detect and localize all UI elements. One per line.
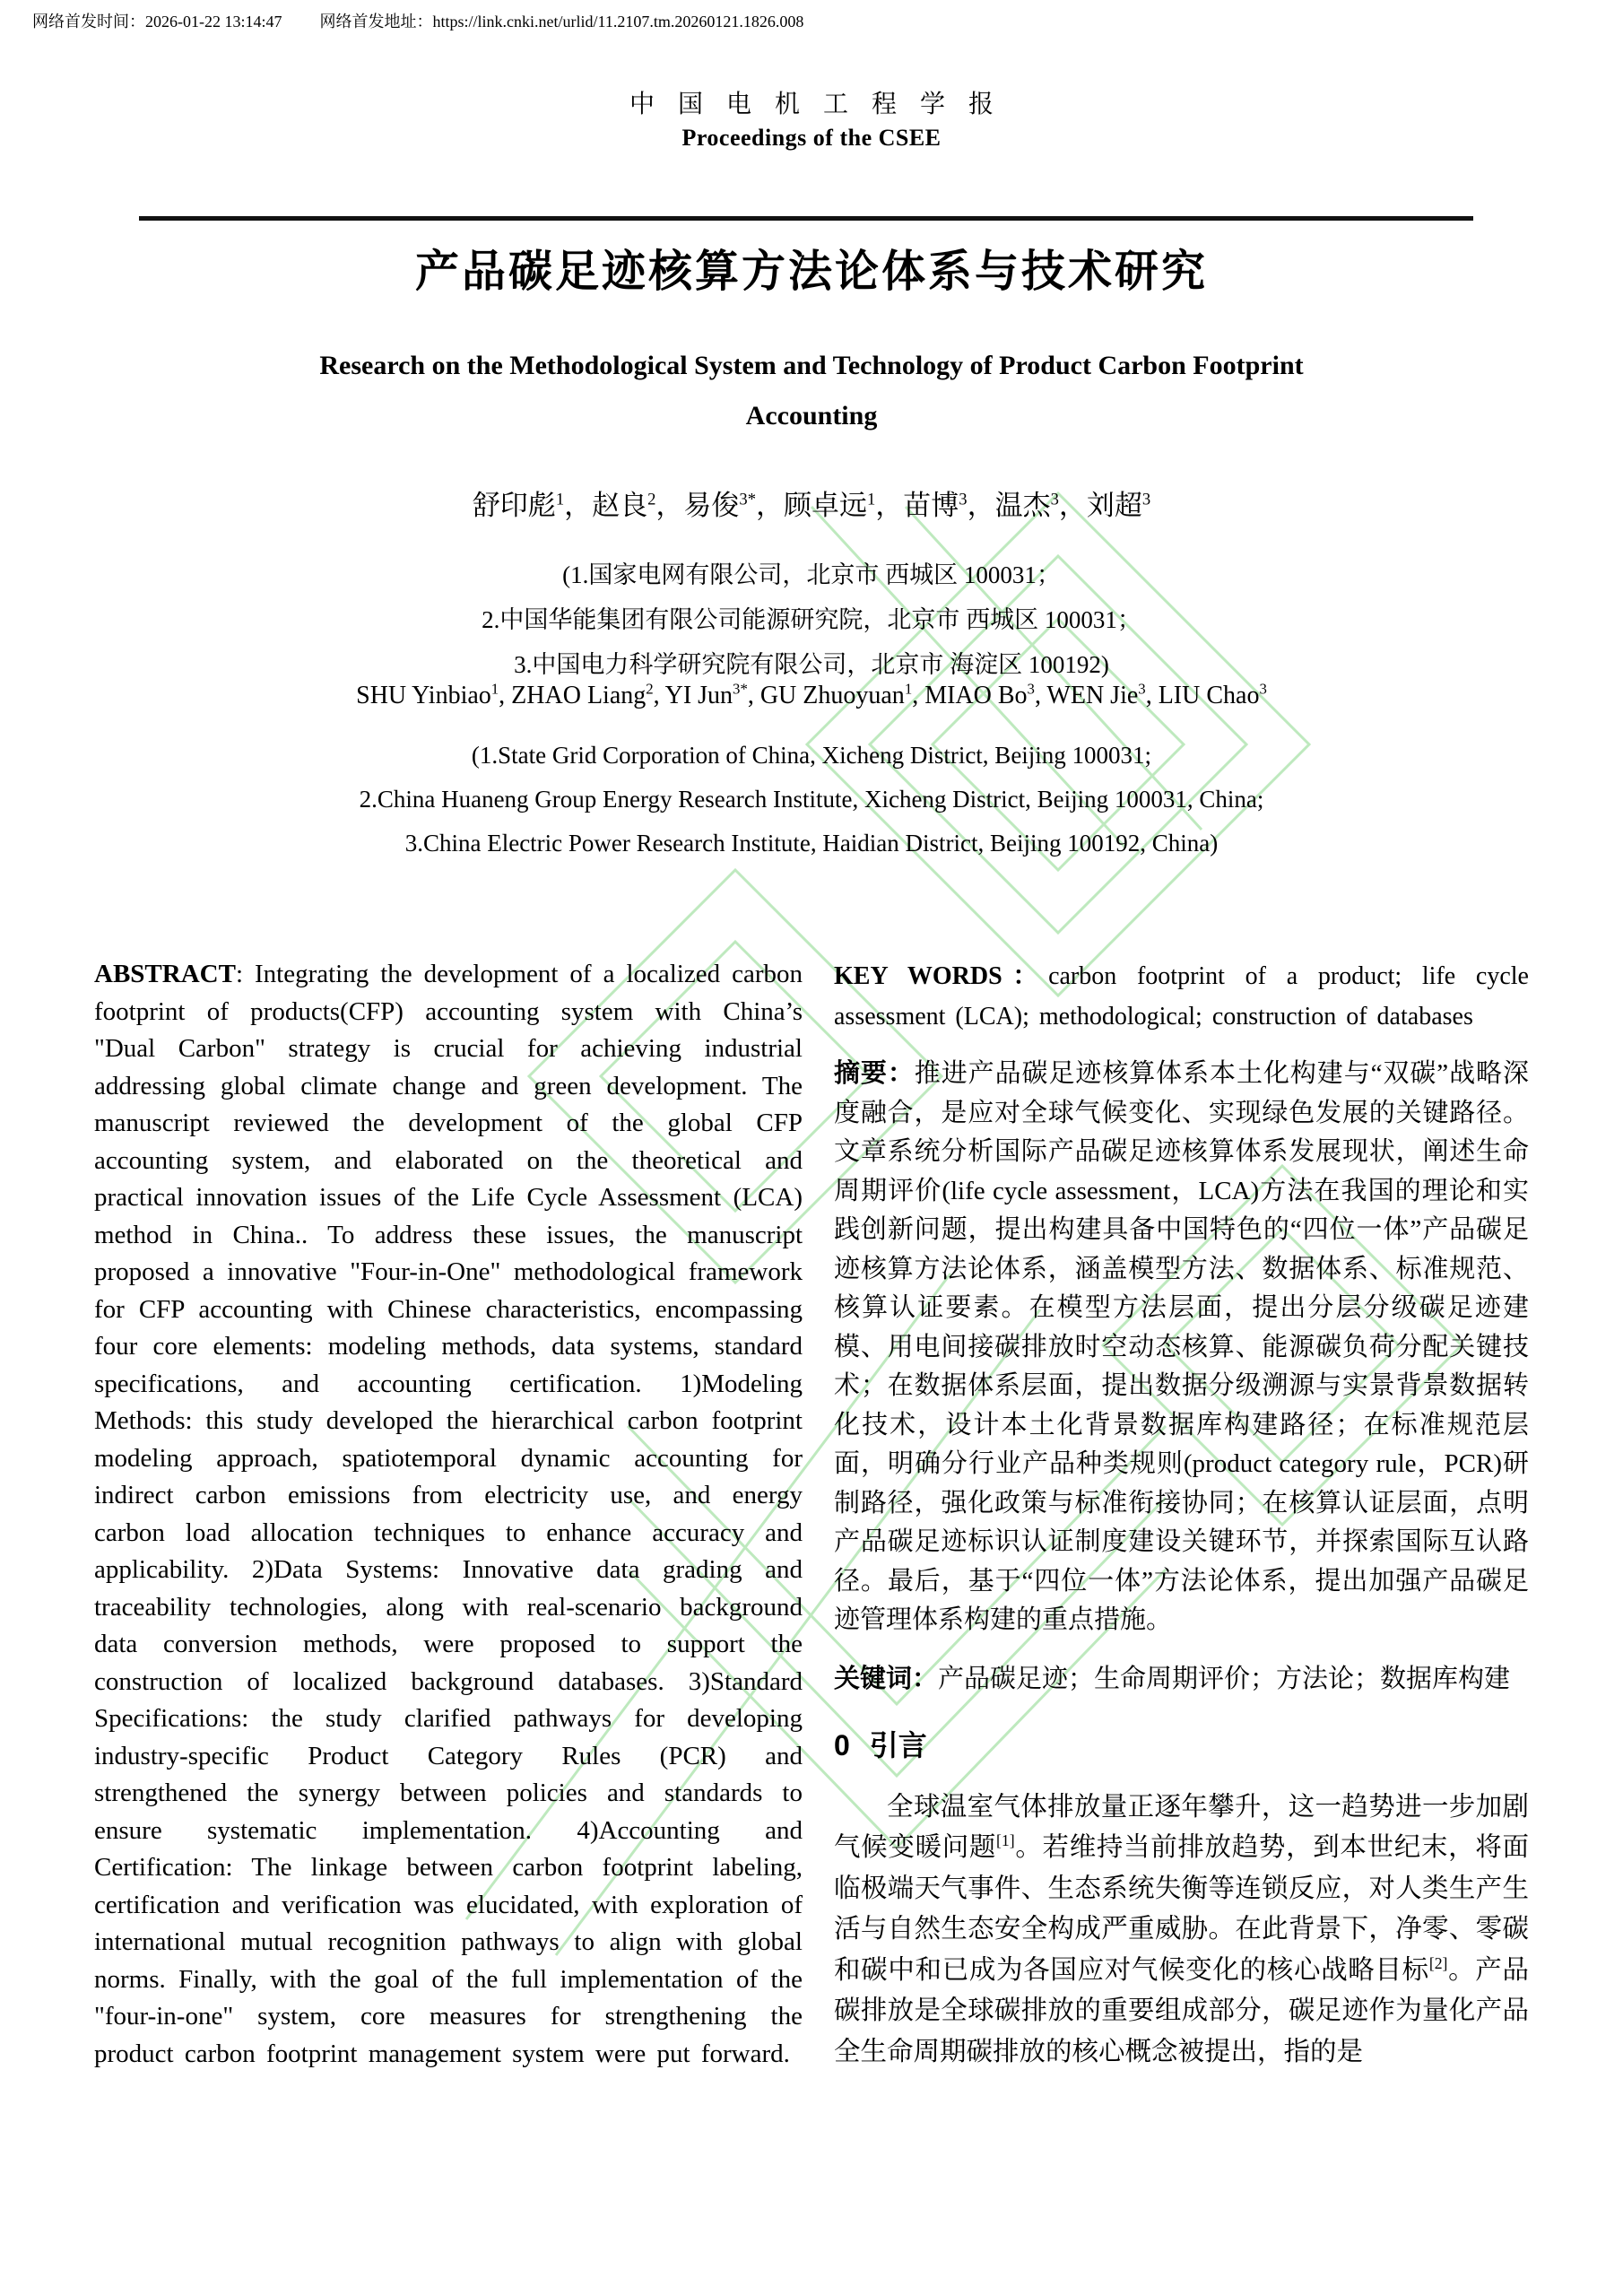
section-number: 0 — [834, 1728, 850, 1761]
keywords-cn-label: 关键词： — [834, 1664, 939, 1693]
section-title: 引言 — [869, 1728, 927, 1761]
prepub-url: https://link.cnki.net/urlid/11.2107.tm.20260121.1826.008 — [432, 13, 804, 30]
masthead-divider-rule — [139, 216, 1473, 221]
affiliation-en-line: 3.China Electric Power Research Institute, Haidian District, Beijing 100192, China) — [404, 830, 1219, 857]
journal-name-cn: 中国电机工程学报 — [629, 91, 1017, 118]
prepublication-header — [32, 9, 803, 32]
affiliation-cn-line: (1.国家电网有限公司，北京市 西城区 100031； — [562, 561, 1061, 588]
abstract-cn-paragraph — [834, 1055, 1529, 1640]
abstract-en-paragraph — [94, 956, 803, 2073]
keywords-en-label: KEY WORDS： — [834, 962, 1049, 990]
prepub-time: 2026-01-22 13:14:47 — [145, 13, 282, 30]
article-title-en-line1: Research on the Methodological System and Technology of Product Carbon Footprint — [319, 351, 1304, 380]
abstract-cn-text: 推进产品碳足迹核算体系本土化构建与“双碳”战略深度融合，是应对全球气候变化、实现绿色发展的关键路径。文章系统分析国际产品碳足迹核算体系发展现状，阐述生命周期评价(life cycle assessment，LCA)方法在我国的理论和实践创新问题，提出构建具备中国特色的“四位一体”产品碳足迹核算方法论体系，涵盖模型方法、数据体系、标准规范、核算认证要素。在模型方法层面，提出分层分级碳足迹建模、用电间接碳排放时空动态核算、能源碳负荷分配关键技术；在数据体系层面，提出数据分级溯源与实景背景数据转化技术，设计本土化背景数据库构建路径；在标准规范层面，明确分行业产品种类规则(product category rule，PCR)研制路径，强化政策与标准衔接协同；在核算认证层面，点明产品碳足迹标识认证制度建设关键环节，并探索国际互认路径。最后，基于“四位一体”方法论体系，提出加强产品碳足迹管理体系构建的重点措施。 — [834, 1059, 1529, 1634]
article-title-en-line2: Accounting — [745, 401, 878, 430]
section-heading-introduction — [834, 1723, 1529, 1764]
keywords-cn-paragraph — [834, 1658, 1529, 1700]
prepub-url-label: 网络首发地址： — [319, 13, 433, 30]
abstract-cn-label: 摘要： — [834, 1059, 915, 1088]
prepub-time-label: 网络首发时间： — [32, 13, 145, 30]
affiliation-en-line: (1.State Grid Corporation of China, Xicheng District, Beijing 100031; — [471, 742, 1152, 769]
affiliations-cn — [0, 552, 1623, 687]
abstract-en-text: : Integrating the development of a localized carbon footprint of products(CFP) accounting system with China’s "Dual Carbon" strategy is crucial for achieving industrial addressing global climate change and green development. The manuscript reviewed the development of the global CFP accounting system, and elaborated on the theoretical and practical innovation issues of the Life Cycle Assessment (LCA) method in China.. To address these issues, the manuscript proposed a innovative "Four-in-One" methodological framework for CFP accounting with Chinese characteristics, encompassing four core elements: modeling methods, data systems, standard specifications, and accounting certification. 1)Modeling Methods: this study developed the hierarchical carbon footprint modeling approach, spatiotemporal dynamic accounting for indirect carbon emissions from electricity use, and energy carbon load allocation techniques to enhance accuracy and applicability. 2)Data Systems: Innovative data grading and traceability technologies, along with real-scenario background data conversion methods, were proposed to support the construction of localized background databases. 3)Standard Specifications: the study clarified pathways for developing industry-specific Product Category Rules (PCR) and strengthened the synergy between policies and standards to ensure systematic implementation. 4)Accounting and Certification: The linkage between carbon footprint labeling, certification and verification was elucidated, with exploration of international mutual recognition pathways to align with global norms. Finally, with the goal of the full implementation of the "four-in-one" system, core measures for strengthening the product carbon footprint management system were put forward. — [94, 960, 803, 2068]
article-title-en — [0, 341, 1623, 441]
right-column — [834, 956, 1529, 2073]
keywords-en-text: carbon footprint of a product; life cycle assessment (LCA); methodological; construction of databases — [834, 962, 1529, 1031]
article-title-cn: 产品碳足迹核算方法论体系与技术研究 — [414, 247, 1208, 296]
intro-paragraph: 全球温室气体排放量正逐年攀升，这一趋势进一步加剧气候变暖问题[1]。若维持当前排放趋势，到本世纪末，将面临极端天气事件、生态系统失衡等连锁反应，对人类生产生活与自然生态安全构成严重威胁。在此背景下，净零、零碳和碳中和已成为各国应对气候变化的核心战略目标[2]。产品碳排放是全球碳排放的重要组成部分，碳足迹作为量化产品全生命周期碳排放的核心概念被提出，指的是 — [834, 1792, 1529, 2066]
affiliation-cn-line: 3.中国电力科学研究院有限公司，北京市 海淀区 100192) — [514, 651, 1109, 678]
affiliation-cn-line: 2.中国华能集团有限公司能源研究院，北京市 西城区 100031； — [482, 606, 1141, 633]
authors-cn: 舒印彪$^1$，赵良$^2$，易俊$^{3*}$，顾卓远$^1$，苗博$^3$，温杰$^3$，刘超$^3$ — [472, 490, 1151, 521]
two-column-body — [94, 956, 1529, 2073]
keywords-en-paragraph — [834, 956, 1529, 1037]
authors-en: SHU Yinbiao$^1$, ZHAO Liang$^2$, YI Jun$^{3*}$, GU Zhuoyuan$^1$, MIAO Bo$^3$, WEN Jie$^3$, LIU Chao$^3$ — [356, 680, 1267, 709]
abstract-en-label: ABSTRACT — [94, 960, 236, 988]
affiliation-en-line: 2.China Huaneng Group Energy Research Institute, Xicheng District, Beijing 100031, China; — [359, 786, 1264, 813]
affiliations-en — [0, 734, 1623, 865]
journal-masthead — [0, 84, 1623, 152]
keywords-cn-text: 产品碳足迹；生命周期评价；方法论；数据库构建 — [938, 1664, 1511, 1693]
left-column — [94, 956, 803, 2073]
journal-name-en: Proceedings of the CSEE — [681, 125, 942, 151]
